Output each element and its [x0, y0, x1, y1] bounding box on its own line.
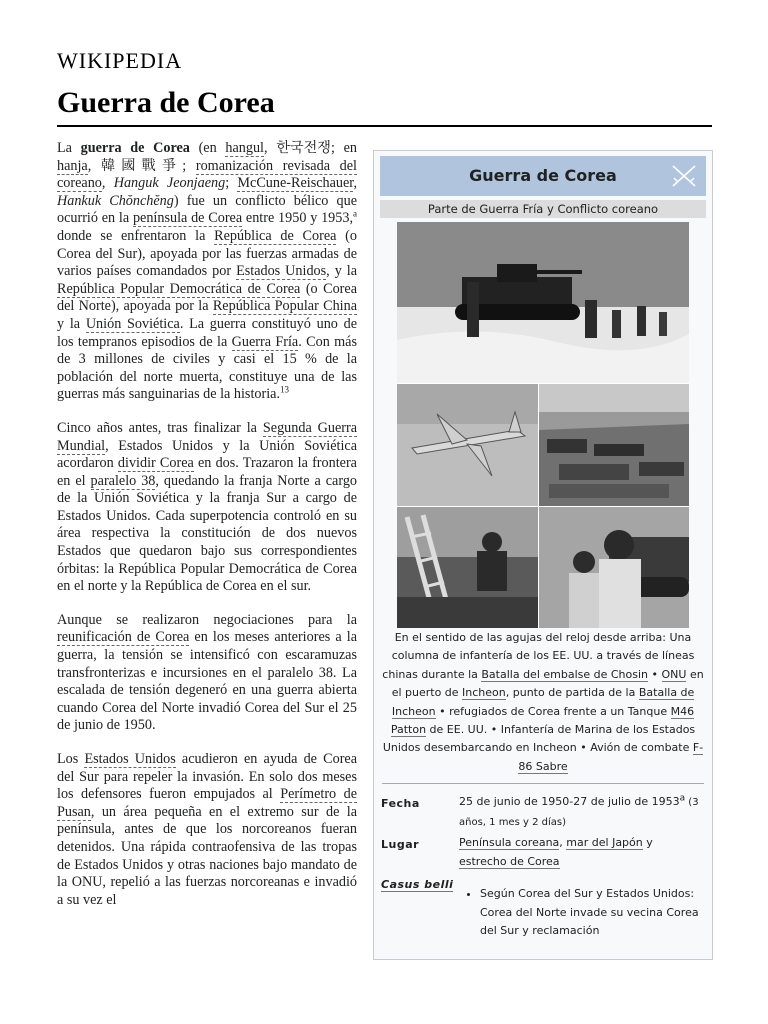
- link-segunda-guerra-mundial[interactable]: Segunda Guerra Mundial: [57, 419, 357, 454]
- intervention-paragraph: Los Estados Unidos acudieron en ayuda de Corea del Sur para repeler la invasión. En solo dos meses los defensores fueron empujados al Perímetro de Pusan, un área pequeña en el extremo sur de la península, antes de que los norcoreanos fueran detenidos. Una rápida contraofensiva de las tropas de Estados Unidos y otras naciones bajo mandato de la ONU, repelió a las fuerzas norcoreanas e invadió a su vez el: [57, 751, 357, 908]
- intro-paragraph: La guerra de Corea (en hangul, 한국전쟁; en hanja, 韓國戰爭; romanización revisada del coreano, Hanguk Jeonjaeng; McCune-Reischauer, Hankuk Chŏnchĕng) fue un conflicto bélico que ocurrió en la península de Corea entre 1950 y 1953,$^a$ donde se enfrentaron la República de Corea (o Corea del Sur), apoyada por las fuerzas armadas de varios países comandados por Estados Unidos, y la República Popular Democrática de Corea (o Corea del Norte), apoyada por la República Popular China y la Unión Soviética. La guerra constituyó uno de los tempranos episodios de la Guerra Fría. Con más de 3 millones de civiles y casi el 15 % de la población del norte muerta, constituye una de las guerras más sanguinarias de la historia.$^{13}$: [57, 140, 357, 403]
- link-peninsula-de-corea[interactable]: península de Corea: [132, 210, 243, 227]
- title-divider: [57, 125, 712, 127]
- link-corea-del-norte[interactable]: Corea del Norte: [480, 905, 567, 919]
- note-ref-a-infobox[interactable]: a: [679, 793, 686, 804]
- article-body: [57, 140, 357, 946]
- link-onu[interactable]: ONU: [661, 667, 687, 681]
- infobox-title: Guerra de Corea: [469, 166, 617, 185]
- link-estrecho-de-corea[interactable]: estrecho de Corea: [459, 854, 560, 868]
- link-estados-unidos[interactable]: Estados Unidos: [236, 263, 327, 280]
- photo-tank-column[interactable]: [397, 222, 689, 383]
- link-batalla-chosin[interactable]: Batalla del embalse de Chosin: [481, 667, 649, 681]
- history-paragraph: Cinco años antes, tras finalizar la Segunda Guerra Mundial, Estados Unidos y la Unión Soviética acordaron dividir Corea en dos. Trazaron la frontera en el paralelo 38, quedando la franja Norte a cargo de la Unión Soviética y la franja Sur a cargo de Estados Unidos. Cada superpotencia controló en su área respectiva la constitución de dos nuevos Estados que quedaron bajo sus correspondientes órbitas: la República Popular Democrática de Corea en el norte y la República de Corea en el sur.: [57, 419, 357, 595]
- link-mar-del-japon[interactable]: mar del Japón: [566, 836, 643, 849]
- link-guerra-fria[interactable]: Guerra Fría: [231, 333, 299, 350]
- infobox-divider: [382, 783, 704, 784]
- link-mccune-reischauer[interactable]: McCune-Reischauer: [237, 175, 354, 192]
- image-caption: En el sentido de las agujas del reloj desde arriba: Una columna de infantería de los EE. UU. a través de líneas chinas durante la Batalla del embalse de Chosin • ONU en el puerto de Incheon, punto de partida de la Batalla de Incheon • refugiados de Corea frente a un Tanque M46 Patton de EE. UU. • Infantería de Marina de los Estados Unidos desembarcando en Incheon • Avión de combate F-86 Sabre: [382, 631, 704, 773]
- crossed-swords-icon: [670, 162, 698, 190]
- link-romanizacion[interactable]: romanización revisada del coreano: [57, 157, 357, 192]
- photo-refugees-tank[interactable]: [539, 507, 689, 628]
- citation-13[interactable]: 13: [280, 384, 289, 395]
- link-paralelo-38[interactable]: paralelo 38: [90, 472, 156, 489]
- negotiations-paragraph: Aunque se realizaron negociaciones para la reunificación de Corea en los meses anteriores a la guerra, la tensión se intensificó con escaramuzas transfronterizas e incursiones en el paralelo 38. La escalada de tensión degeneró en una guerra abierta cuando Corea del Norte invadió Corea del Sur el 25 de junio de 1950.: [57, 611, 357, 734]
- link-batalla-incheon[interactable]: Batalla de Incheon: [391, 686, 695, 718]
- lugar-value: Península coreana, mar del Japón y estrecho de Corea: [459, 836, 653, 868]
- link-rpd-corea[interactable]: República Popular Democrática de Corea: [57, 280, 301, 297]
- page-title: Guerra de Corea: [57, 86, 275, 119]
- infobox-title-bar: [380, 156, 706, 196]
- photo-marines-landing[interactable]: [397, 507, 538, 628]
- infobox: [373, 150, 713, 960]
- link-reunificacion[interactable]: reunificación de Corea: [57, 629, 190, 646]
- link-f86-sabre[interactable]: F-86 Sabre: [518, 741, 704, 773]
- link-union-sovietica[interactable]: Unión Soviética: [85, 315, 180, 332]
- note-ref-a[interactable]: a: [353, 208, 357, 219]
- link-dividir-corea[interactable]: dividir Corea: [117, 455, 194, 472]
- fecha-label: Fecha: [381, 797, 420, 810]
- link-perimetro-pusan[interactable]: Perímetro de Pusan: [57, 786, 357, 820]
- link-rp-china[interactable]: República Popular China: [212, 298, 357, 315]
- photo-f86-sabre[interactable]: [397, 384, 538, 506]
- casus-belli-list: [466, 885, 713, 941]
- link-peninsula-coreana[interactable]: Península coreana: [459, 836, 560, 849]
- photo-incheon-port[interactable]: [539, 384, 689, 506]
- fecha-value: 25 de junio de 1950-27 de julio de 1953$^a$ (3 años, 1 mes y 2 días): [459, 793, 699, 828]
- casus-belli-label[interactable]: Casus belli: [381, 878, 454, 891]
- link-republica-de-corea[interactable]: República de Corea: [214, 227, 337, 244]
- lugar-label: Lugar: [381, 838, 420, 851]
- link-hanja[interactable]: hanja: [57, 157, 88, 174]
- link-incheon[interactable]: Incheon: [462, 686, 506, 700]
- photo-collage[interactable]: [397, 222, 689, 628]
- infobox-subtitle: Parte de Guerra Fría y Conflicto coreano: [380, 200, 706, 218]
- wikipedia-logo[interactable]: WIKIPEDIA: [57, 48, 183, 73]
- link-estados-unidos-2[interactable]: Estados Unidos: [84, 751, 176, 767]
- link-m46-patton[interactable]: M46 Patton: [390, 704, 695, 737]
- link-hangul[interactable]: hangul: [225, 140, 264, 156]
- link-corea-del-sur[interactable]: Corea del Sur: [480, 905, 699, 937]
- list-item: • Según Corea del Sur y Estados Unidos: Corea del Norte invade su vecina Corea del Sur y reclamación: [480, 885, 713, 941]
